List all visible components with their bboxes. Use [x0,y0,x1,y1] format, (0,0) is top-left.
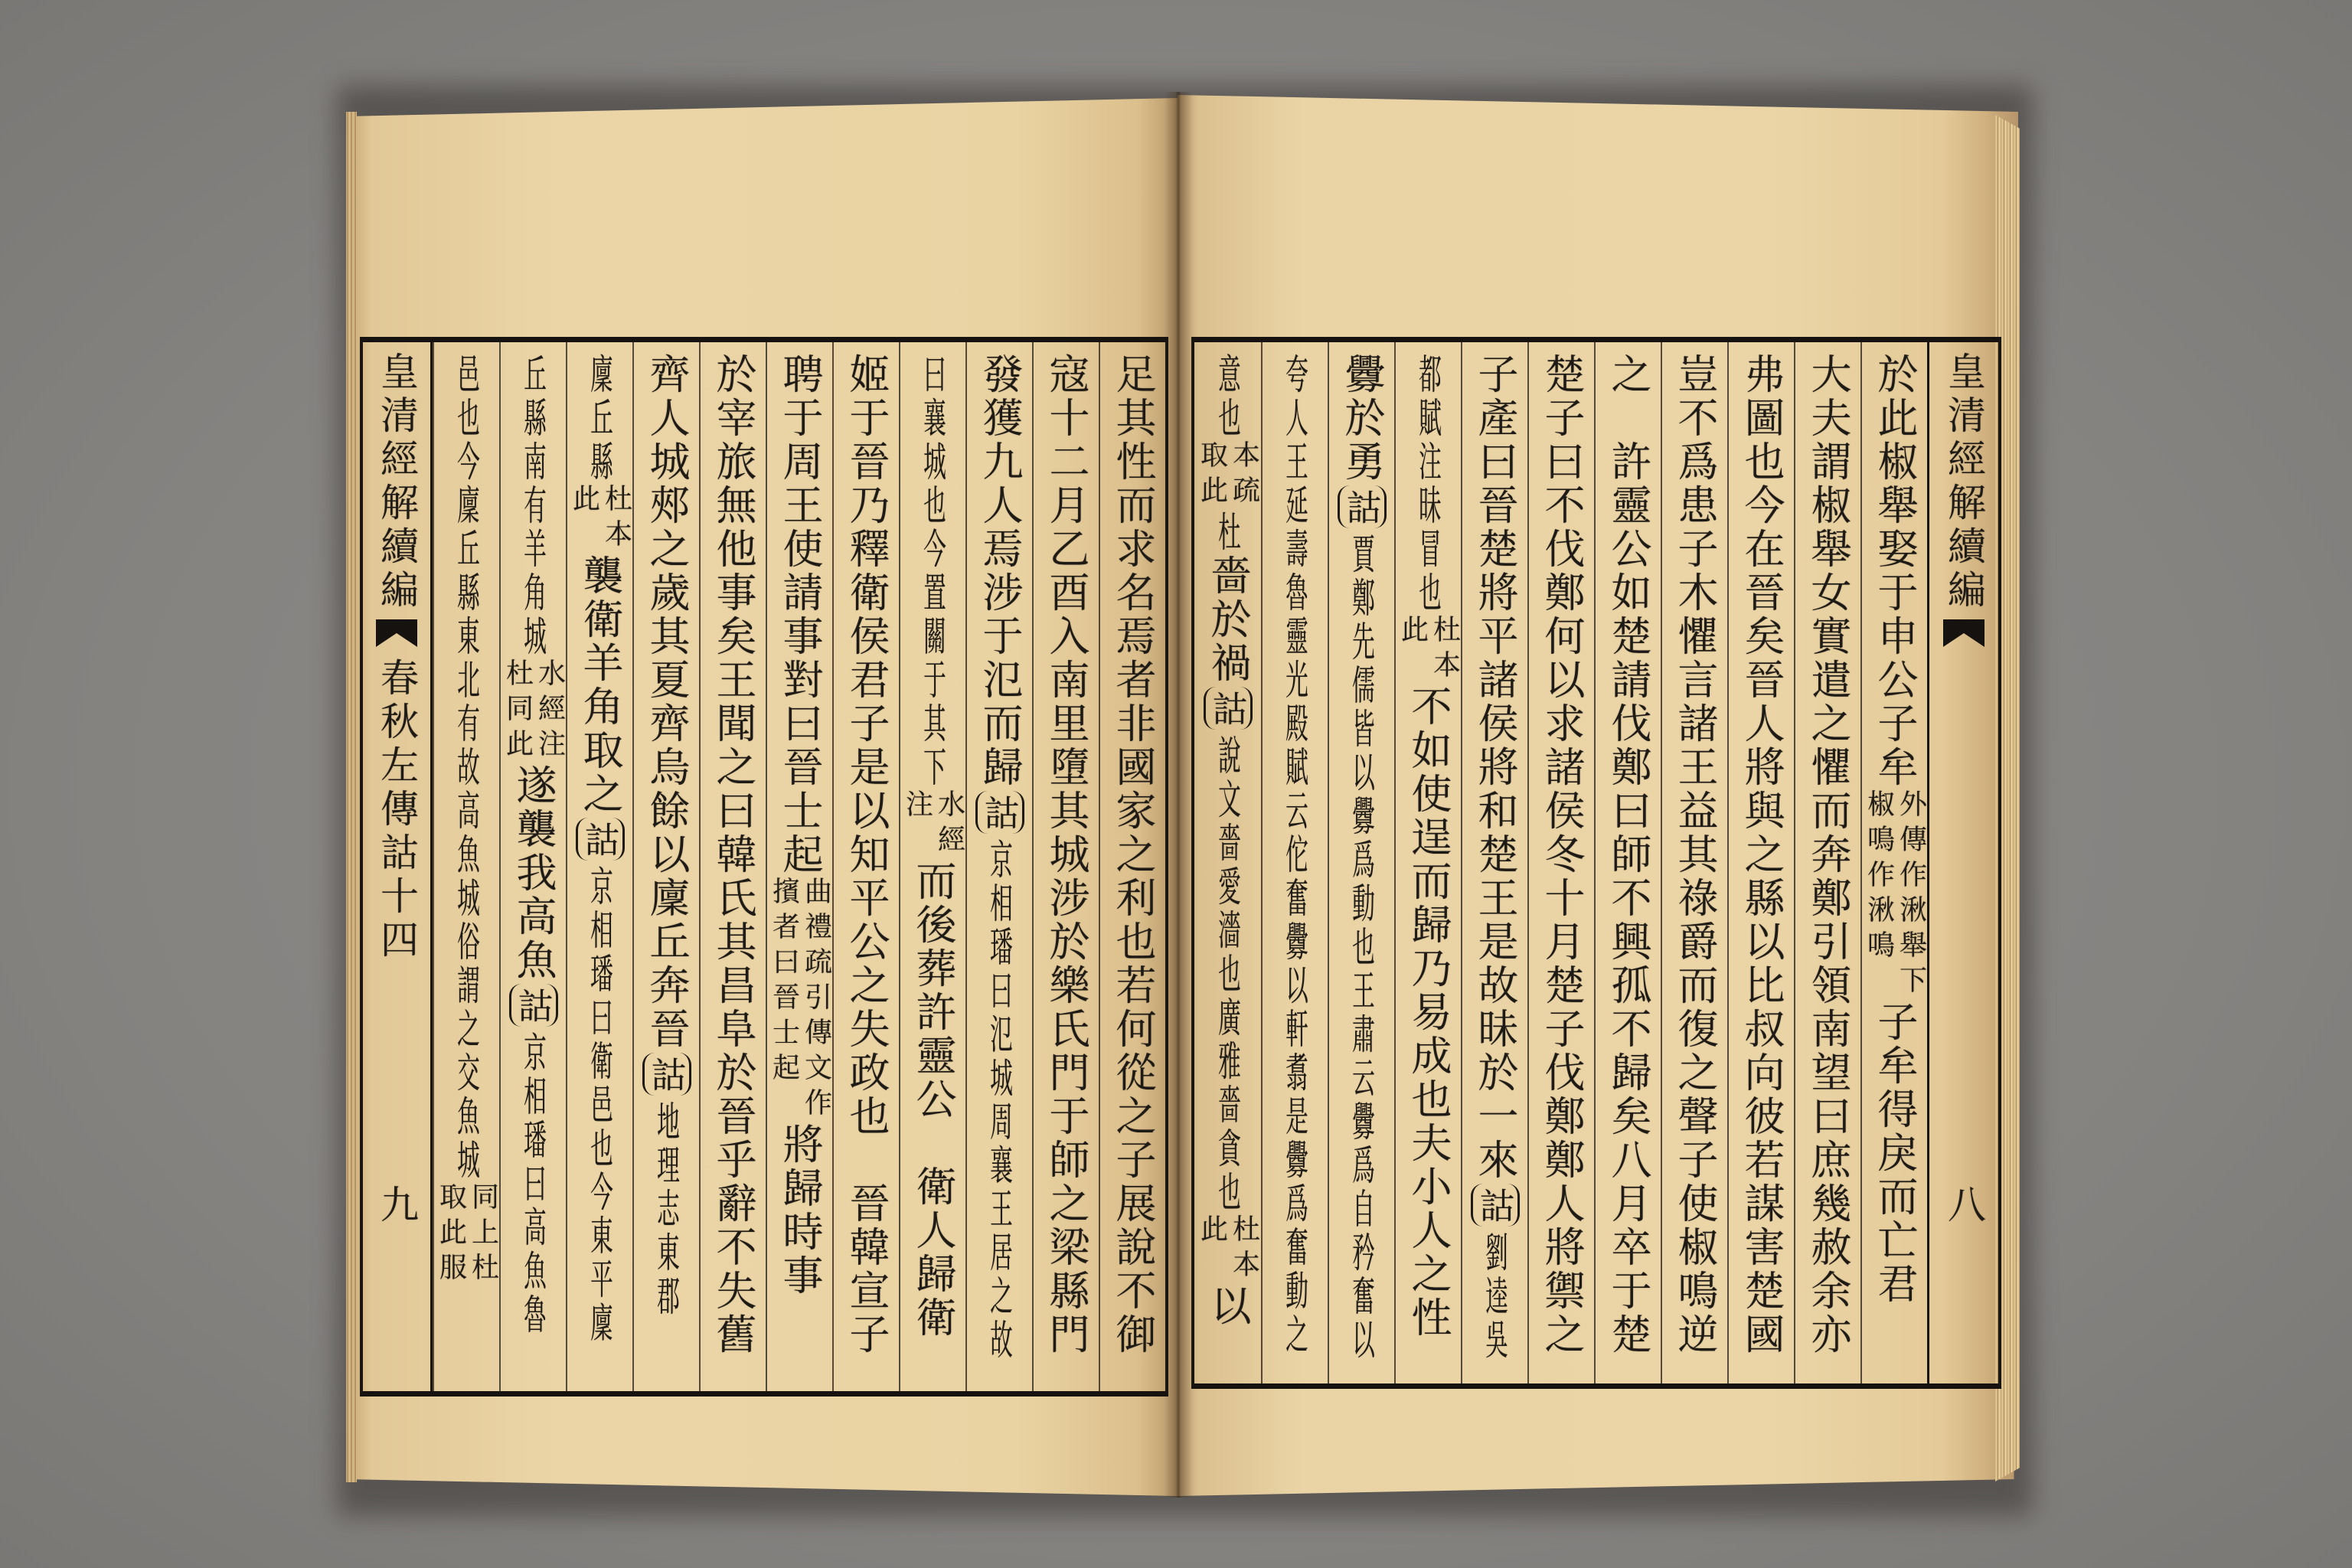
double-line-note [437,1182,497,1253]
commentary-text: 意也 [1214,353,1241,440]
main-text: 寇十二月乙酉入南里墮其城涉於樂氏門于師之梁縣門 [1043,353,1089,1357]
commentary-text: 說文嗇愛濇也廣雅嗇貪也 [1214,734,1241,1214]
banxin-section-title: 春秋左傳詁十四 [374,658,419,963]
note-line-left: 椒鳴作湫鳴 [1863,789,1895,965]
text-column [1328,342,1394,1383]
gloss-marker: 詁 [576,818,625,861]
text-column [499,342,566,1391]
double-line-note [1396,615,1461,685]
note-line-right: 杜 [467,1253,499,1288]
double-line-note [501,658,566,764]
banxin-book-title: 皇清經解續編 [1942,351,1986,613]
commentary-text: 丘縣南有羊角城 [520,353,547,658]
text-column [965,342,1032,1391]
note-line-right: 水經 [933,789,965,860]
text-column [566,342,632,1391]
commentary-text: 夸人王延壽魯靈光殿賦云佗奮釁以軒翥是釁爲奮動之 [1282,353,1308,1357]
note-line-left: 取此 [435,1182,467,1253]
main-text: 豈不爲患子木懼言諸王益其祿爵而復之聲子使椒鳴逆 [1671,353,1718,1357]
note-line-right: 同上 [467,1182,499,1253]
main-text: 嗇於禍 [1204,554,1251,685]
double-line-note [570,484,630,554]
text-column [899,342,965,1391]
main-text: 釁於勇 [1338,353,1385,484]
text-column [832,342,899,1391]
commentary-text: 劉逵吳 [1481,1231,1508,1362]
note-line-right: 水經注 [534,658,566,764]
commentary-text: 都賦注昧冒也 [1415,353,1442,615]
text-column [1527,342,1594,1383]
fishtail-mark-icon [1943,619,1984,647]
main-text: 將歸時事 [776,1123,823,1298]
note-line-left: 此 [568,484,600,519]
double-line-note [1865,789,1925,1001]
left-page-edge-stack [346,112,357,1482]
note-line-left: 取此 [1196,440,1228,511]
text-column [1794,342,1860,1383]
text-column [632,342,699,1391]
right-page-text-frame [1191,337,2001,1389]
gloss-marker: 詁 [642,1053,691,1096]
note-line-left: 此 [1396,615,1429,650]
main-text: 於此椒舉娶于申公子牟 [1871,353,1918,789]
text-column [766,342,832,1391]
main-text: 足其性而求名焉者非國家之利也若何從之子展說不御 [1109,353,1156,1357]
double-line-note [1198,1214,1258,1285]
commentary-text: 邑也今廩丘縣東北有故高魚城俗謂之交魚城 [453,353,480,1182]
note-line-left: 杜同此 [501,658,534,764]
text-column [699,342,766,1391]
gloss-marker: 詁 [509,984,558,1027]
main-text: 子產曰晉楚將平諸侯將和楚王是故昧於一來 [1472,353,1518,1182]
banxin-folio-number: 九 [374,1184,419,1228]
text-column [1394,342,1461,1383]
commentary-text: 京相璠曰衛邑也今東平廩 [586,865,613,1345]
text-column [1461,342,1527,1383]
note-line-right: 本疏 [1228,440,1260,511]
commentary-text: 曰襄城也今置關于其下 [920,353,946,789]
double-line-note [1198,440,1258,511]
main-text: 楚子曰不伐鄭何以求諸侯冬十月楚子伐鄭鄭人將禦之 [1538,353,1585,1357]
text-column [1727,342,1794,1383]
main-text: 之 許靈公如楚請伐鄭曰師不興孤不歸矣八月卒于楚 [1605,353,1651,1357]
note-line-left: 擯者曰晉士起 [768,877,800,1088]
gloss-marker: 詁 [1204,687,1253,730]
fishtail-mark-icon [376,619,417,647]
note-line-left: 服 [435,1253,467,1288]
gloss-marker: 詁 [975,791,1024,834]
main-text: 襲衛羊角取之 [577,554,623,816]
left-page-banxin [363,342,433,1391]
main-text: 聘于周王使請事對曰晉士起 [776,353,823,877]
main-text: 弗圖也今在晉矣晉人將與之縣以比叔向彼若謀害楚國 [1738,353,1785,1357]
text-column [1194,342,1261,1383]
double-line-note [437,1253,497,1288]
banxin-folio-number: 八 [1942,1184,1986,1228]
main-text: 而後葬許靈公 衛人歸衛 [910,860,956,1340]
commentary-text: 京相璠曰氾城周襄王居之故 [986,838,1013,1362]
commentary-text: 廩丘縣 [586,353,613,484]
note-line-left: 注 [901,789,933,825]
right-page-banxin [1927,342,1998,1383]
main-text: 發獲九人焉涉于氾而歸 [976,353,1023,789]
text-column [1261,342,1328,1383]
commentary-text: 京相璠曰高魚魯 [520,1031,547,1337]
text-column [1594,342,1661,1383]
note-line-right: 曲禮疏引傳文作 [800,877,832,1123]
note-line-right: 外傳作湫舉下 [1895,789,1927,1001]
gloss-marker: 詁 [1471,1184,1520,1227]
main-text: 子牟得戾而亡君 [1871,1001,1918,1306]
main-text: 姬于晉乃釋衛侯君子是以知平公之失政也 晉韓宣子 [843,353,890,1357]
commentary-text: 賈鄭先儒皆以釁爲動也王肅云釁爲自矜奮以 [1348,533,1375,1362]
note-line-left: 此 [1196,1214,1228,1250]
main-text: 於宰旅無他事矣王聞之曰韓氏其昌阜於晉乎辭不失舊 [710,353,756,1357]
note-line-right: 杜本 [600,484,632,554]
text-column [1099,342,1165,1391]
main-text: 大夫謂椒舉女實遣之懼而奔鄭引領南望曰庶幾赦余亦 [1805,353,1851,1357]
main-text: 以 [1204,1285,1251,1328]
gloss-marker: 詁 [1338,485,1387,528]
note-line-right: 杜本 [1429,615,1461,685]
banxin-book-title: 皇清經解續編 [374,351,419,613]
left-page-text-frame [360,337,1168,1396]
main-text: 不如使逞而歸乃易成也夫小人之性 [1405,685,1452,1340]
main-text: 遂襲我高魚 [510,764,557,982]
text-column [1860,342,1927,1383]
note-line-right: 杜本 [1228,1214,1260,1285]
text-column [433,342,499,1391]
double-line-note [903,789,963,860]
main-text: 齊人城郟之歲其夏齊烏餘以廩丘奔晉 [643,353,690,1051]
commentary-text: 杜 [1214,511,1241,554]
double-line-note [770,877,830,1123]
text-column [1661,342,1727,1383]
text-column [1032,342,1099,1391]
commentary-text: 地理志東郡 [653,1100,680,1318]
